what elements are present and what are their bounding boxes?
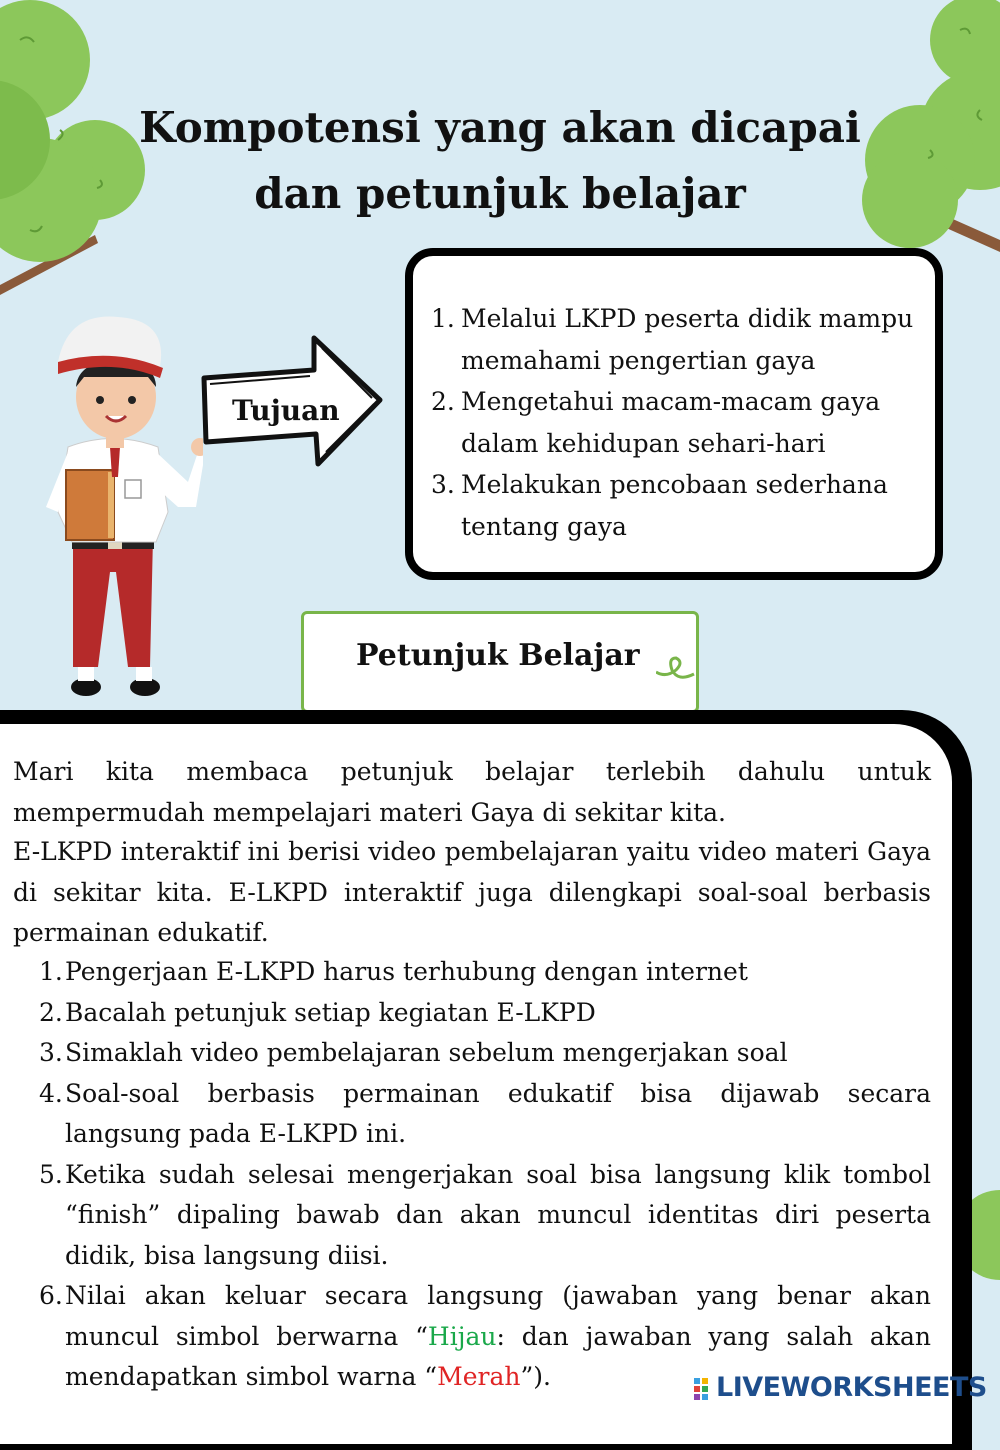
list-number: 2.: [431, 387, 455, 416]
student-illustration: [28, 312, 203, 704]
petunjuk-tab: [301, 611, 699, 713]
list-number: 3.: [39, 1038, 63, 1067]
list-number: 4.: [39, 1078, 63, 1108]
list-item: [13, 993, 931, 1034]
main-panel: [0, 710, 972, 1450]
list-text: Simaklah video pembelajaran sebelum mengerjakan soal: [65, 1038, 788, 1067]
liveworksheets-watermark: LIVEWORKSHEETS: [716, 1372, 987, 1403]
list-number: 5.: [39, 1159, 63, 1189]
list-text-part2: : dan jawaban yang salah akan mendapatkan simbol warna “: [65, 1321, 931, 1391]
page-title: [60, 95, 940, 227]
list-number: 6.: [39, 1281, 63, 1310]
list-text-part1: Nilai akan keluar secara langsung (jawaban yang benar akan muncul simbol berwarna “: [65, 1281, 931, 1351]
list-number: 3.: [431, 470, 455, 499]
list-text: Bacalah petunjuk setiap kegiatan E-LKPD: [65, 997, 596, 1027]
list-text-part3: ”).: [520, 1362, 551, 1391]
list-text: Mengetahui macam-macam gaya dalam kehidupan sehari-hari: [461, 387, 881, 458]
list-item: [13, 1155, 931, 1277]
list-item: [13, 1074, 931, 1155]
list-text: Melakukan pencobaan sederhana tentang gaya: [461, 470, 888, 541]
curl-decoration-icon: [656, 652, 696, 688]
list-text: Melalui LKPD peserta didik mampu memahami pengertian gaya: [461, 304, 914, 375]
merah-word: Merah: [437, 1362, 521, 1391]
liveworksheets-logo-icon: [694, 1378, 716, 1400]
list-item: [13, 952, 931, 993]
list-text: Pengerjaan E-LKPD harus terhubung dengan internet: [65, 957, 748, 986]
list-item: [429, 298, 929, 381]
tujuan-label: Tujuan: [232, 394, 340, 427]
page-title-line2: dan petunjuk belajar: [254, 169, 746, 218]
list-item: [429, 381, 929, 464]
intro-paragraph-2: E-LKPD interaktif ini berisi video pembelajaran yaitu video materi Gaya di sekitar kita. E-LKPD interaktif juga dilengkapi soal-soal berbasis permainan edukatif.: [13, 837, 931, 947]
list-number: 1.: [431, 304, 455, 333]
main-panel-content: [0, 724, 952, 1444]
petunjuk-title: Petunjuk Belajar: [356, 638, 640, 673]
steps-list: [13, 952, 931, 1398]
list-number: 2.: [39, 997, 63, 1027]
hijau-word: Hijau: [427, 1321, 497, 1351]
intro-paragraph-1: Mari kita membaca petunjuk belajar terlebih dahulu untuk mempermudah mempelajari materi Gaya di sekitar kita.: [13, 757, 931, 827]
list-text: Ketika sudah selesai mengerjakan soal bisa langsung klik tombol “finish” dipaling bawab dan akan muncul identitas diri peserta didik, bisa langsung diisi.: [65, 1159, 931, 1270]
list-number: 1.: [39, 957, 63, 986]
page-title-line1: Kompotensi yang akan dicapai: [139, 103, 861, 152]
tujuan-list: [429, 298, 929, 547]
list-item: [429, 464, 929, 547]
list-text: Soal-soal berbasis permainan edukatif bisa dijawab secara langsung pada E-LKPD ini.: [65, 1078, 931, 1148]
list-item: [13, 1033, 931, 1074]
tujuan-box: [405, 248, 943, 580]
